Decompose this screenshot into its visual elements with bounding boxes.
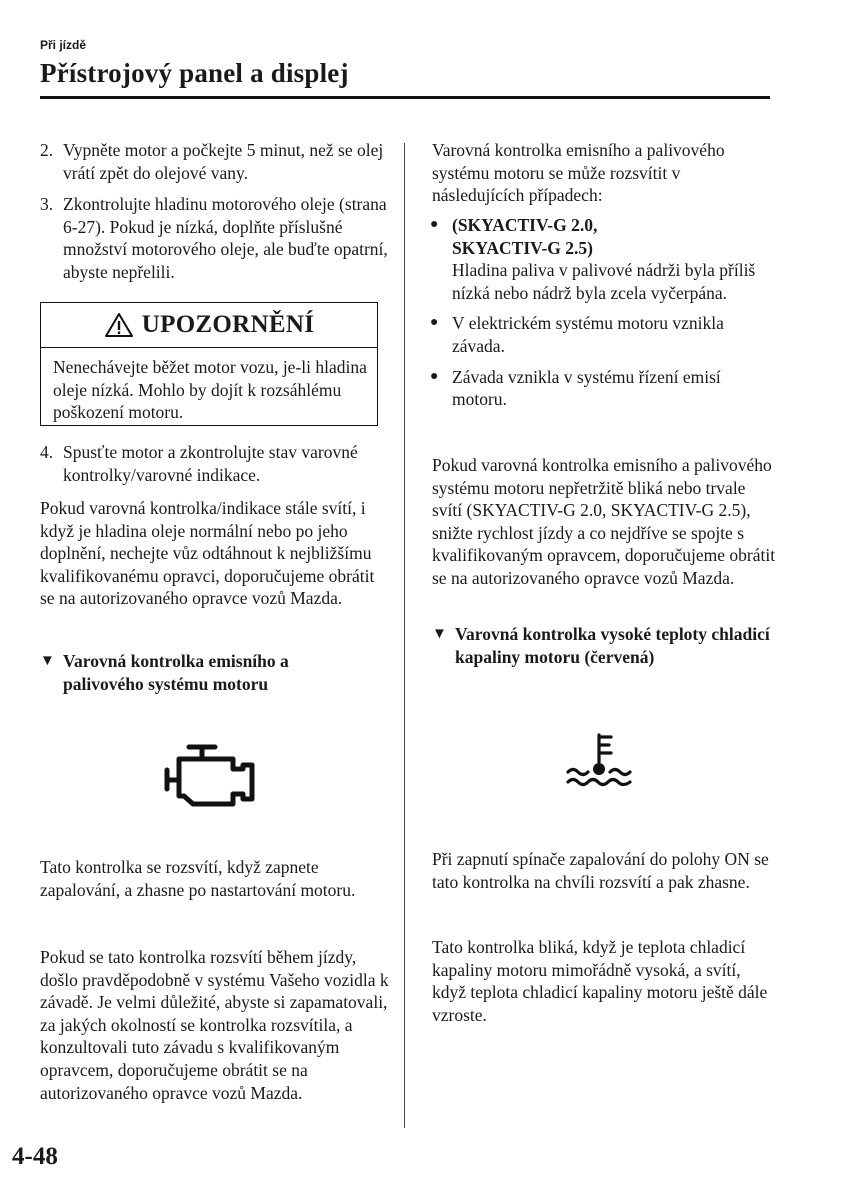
engine-variant-label: SKYACTIV-G 2.5) xyxy=(452,237,593,258)
caution-header xyxy=(41,303,377,348)
step-text: Vypněte motor a počkejte 5 minut, než se olej vrátí zpět do olejové vany. xyxy=(63,140,384,183)
warning-triangle-icon xyxy=(104,312,134,338)
bullet-icon: ● xyxy=(430,315,439,331)
title-divider xyxy=(40,96,770,99)
step-text: Spusťte motor a zkontrolujte stav varovné kontrolky/varovné indikace. xyxy=(63,442,358,485)
engine-variant-label: (SKYACTIV-G 2.0, xyxy=(452,215,598,235)
paragraph: Varovná kontrolka emisního a palivového systému motoru se může rozsvítit v následujících případech: xyxy=(432,140,725,206)
step-number: 2. xyxy=(40,140,54,160)
list-item-text: Hladina paliva v palivové nádrži byla příliš nízká nebo nádrž byla zcela vyčerpána. xyxy=(452,260,756,303)
step-text: Zkontrolujte hladinu motorového oleje (strana 6-27). Pokud je nízká, doplňte příslušné množství motorového oleje, ale buďte opatrní, abyste nepřelili. xyxy=(63,194,388,282)
list-item xyxy=(430,366,775,411)
caution-title: UPOZORNĚNÍ xyxy=(141,311,315,338)
step-item xyxy=(40,441,390,486)
list-item xyxy=(430,214,775,304)
step-item xyxy=(40,139,390,184)
steps-list-top xyxy=(40,139,390,284)
page-title: Přístrojový panel a displej xyxy=(40,58,349,88)
caution-box xyxy=(40,302,378,426)
heading-text: Varovná kontrolka vysoké teploty chladicí kapaliny motoru (červená) xyxy=(455,624,770,667)
paragraph: Pokud varovná kontrolka/indikace stále svítí, i když je hladina oleje normální nebo po jeho doplnění, nechejte vůz odtáhnout k nejbližšímu kvalifikovanému opravci, doporučujeme obrátit se na autorizovaného opravce vozů Mazda. xyxy=(40,498,375,609)
column-divider xyxy=(404,143,405,1128)
paragraph: Pokud varovná kontrolka emisního a palivového systému motoru nepřetržitě bliká nebo trvale svítí (SKYACTIV-G 2.0, SKYACTIV-G 2.5), snižte rychlost jízdy a co nejdříve se spojte s kvalifikovaným opravcem, doporučujeme obrátit se na autorizovaného opravce vozů Mazda. xyxy=(432,455,776,588)
triangle-marker-icon: ▼ xyxy=(40,653,55,669)
paragraph: Při zapnutí spínače zapalování do polohy ON se tato kontrolka na chvíli rozsvítí a pak zhasne. xyxy=(432,849,769,892)
caution-text: Nenechávejte běžet motor vozu, je-li hladina oleje nízká. Mohlo by dojít k rozsáhlému poškození motoru. xyxy=(53,357,367,423)
triangle-marker-icon: ▼ xyxy=(432,626,447,642)
paragraph: Tato kontrolka se rozsvítí, když zapnete zapalování, a zhasne po nastartování motoru. xyxy=(40,857,356,900)
bullet-icon: ● xyxy=(430,368,439,384)
page-number: 4-48 xyxy=(12,1143,58,1170)
step-number: 4. xyxy=(40,442,54,462)
step-number: 3. xyxy=(40,194,54,215)
step-item xyxy=(40,193,390,283)
list-item-text: V elektrickém systému motoru vznikla závada. xyxy=(452,313,724,356)
check-engine-icon xyxy=(163,743,258,809)
section-heading xyxy=(432,623,777,668)
list-item-text: Závada vznikla v systému řízení emisí motoru. xyxy=(452,366,721,410)
section-heading xyxy=(40,650,370,695)
paragraph: Tato kontrolka bliká, když je teplota chladicí kapaliny motoru mimořádně vysoká, a svítí, když teplota chladicí kapaliny motoru ještě dále vzroste. xyxy=(432,937,768,1025)
coolant-temperature-icon xyxy=(564,732,634,792)
steps-list-bottom xyxy=(40,441,390,486)
paragraph: Pokud se tato kontrolka rozsvítí během jízdy, došlo pravděpodobně v systému Vašeho vozidla k závadě. Je velmi důležité, abyste si zapamatovali, za jakých okolností se kontrolka rozsvítila, a konzultovali tuto závadu s kvalifikovaným opravcem, doporučujeme obrátit se na autorizovaného opravce vozů Mazda. xyxy=(40,947,389,1103)
list-item xyxy=(430,312,775,357)
bullet-list xyxy=(430,214,775,411)
section-label: Při jízdě xyxy=(40,38,87,52)
bullet-icon: ● xyxy=(430,217,439,232)
heading-text: Varovná kontrolka emisního a palivového systému motoru xyxy=(63,651,289,694)
